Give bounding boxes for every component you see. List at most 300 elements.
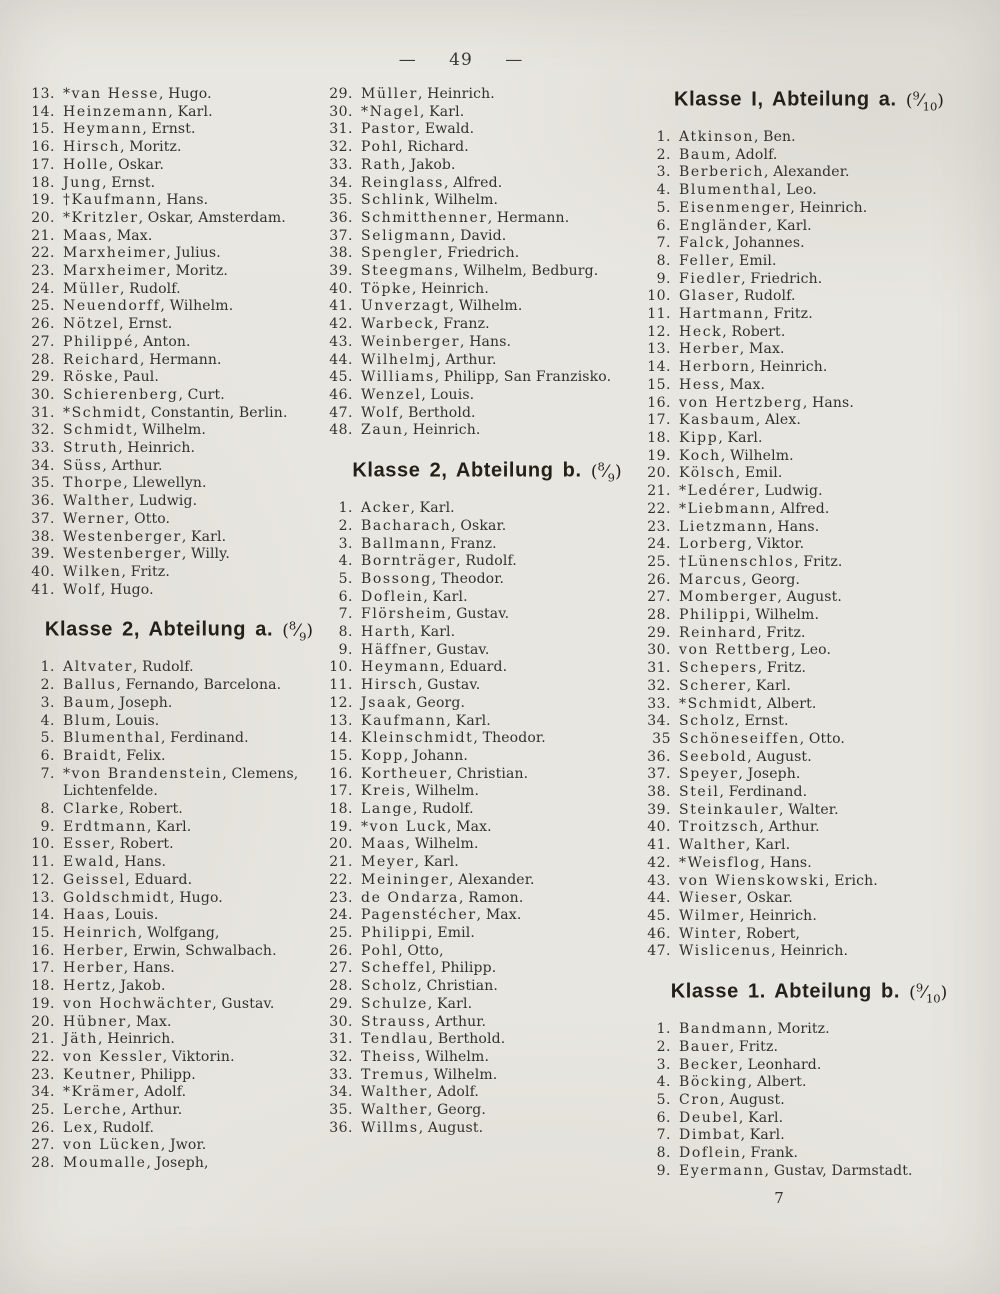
entry-given-name: , Rudolf. bbox=[734, 288, 796, 305]
entry-surname: Marxheimer bbox=[63, 245, 167, 262]
column-3 bbox=[646, 86, 972, 1207]
name-list-klasse1b bbox=[646, 1021, 972, 1180]
entry-number: 15. bbox=[329, 747, 353, 764]
entry-given-name: , Moritz. bbox=[120, 139, 182, 156]
entry-surname: Kreis bbox=[361, 783, 407, 800]
list-entry bbox=[646, 271, 972, 289]
entry-number: 42. bbox=[647, 854, 671, 871]
entry-surname: Doflein bbox=[361, 588, 424, 605]
entry-given-name: , Heinrich. bbox=[790, 199, 868, 216]
entry-surname: *Nagel bbox=[361, 103, 420, 120]
list-entry bbox=[328, 1084, 646, 1102]
entry-given-name: , Karl. bbox=[414, 854, 459, 871]
entry-given-name: , Erich. bbox=[825, 872, 878, 889]
list-entry bbox=[328, 571, 646, 589]
list-entry bbox=[646, 607, 972, 625]
text-columns bbox=[30, 86, 972, 1207]
list-entry bbox=[646, 819, 972, 837]
entry-given-name: , Franz. bbox=[434, 316, 490, 333]
list-entry bbox=[646, 395, 972, 413]
list-entry bbox=[328, 1049, 646, 1067]
entry-given-name: , Friedrich. bbox=[438, 245, 520, 262]
entry-surname: Hess bbox=[679, 376, 721, 393]
entry-surname: Falck bbox=[679, 235, 725, 252]
entry-surname: Atkinson bbox=[679, 129, 754, 146]
entry-given-name: , Karl. bbox=[423, 588, 468, 605]
entry-given-name: , Hugo. bbox=[158, 86, 212, 102]
entry-number: 26. bbox=[31, 316, 55, 333]
list-entry bbox=[30, 713, 328, 731]
list-entry bbox=[646, 713, 972, 731]
entry-number: 29. bbox=[329, 995, 353, 1012]
entry-number: 16. bbox=[31, 139, 55, 156]
entry-surname: *Liebmann bbox=[679, 500, 772, 517]
list-entry bbox=[328, 518, 646, 536]
entry-number: 17. bbox=[31, 960, 55, 977]
entry-number: 22. bbox=[31, 245, 55, 262]
entry-given-name: , Richard. bbox=[398, 139, 469, 156]
entry-given-name: , Karl. bbox=[718, 430, 763, 446]
entry-surname: Wolf bbox=[361, 404, 399, 421]
entry-surname: Kölsch bbox=[679, 465, 736, 482]
entry-surname: Strauss bbox=[361, 1013, 426, 1030]
entry-given-name: , Wilhelm. bbox=[425, 192, 499, 209]
entry-number: 10. bbox=[329, 659, 353, 676]
entry-given-name: , Jakob. bbox=[111, 978, 166, 995]
entry-given-name: , Rudolf. bbox=[93, 1119, 155, 1136]
list-entry bbox=[328, 157, 646, 175]
list-entry bbox=[328, 854, 646, 872]
entry-number: 15. bbox=[647, 376, 671, 393]
entry-number: 34. bbox=[31, 1084, 55, 1101]
entry-surname: Dimbat bbox=[679, 1127, 741, 1144]
entry-given-name: , Karl. bbox=[738, 1109, 784, 1126]
entry-surname: Meininger bbox=[361, 871, 450, 888]
entry-number: 16. bbox=[647, 394, 671, 411]
entry-given-name: , Wilhelm, Bedburg. bbox=[454, 263, 599, 280]
section-fraction: $(^9⁄_{10})$ bbox=[909, 980, 948, 1006]
entry-number: 18. bbox=[31, 978, 55, 995]
entry-given-name: , Friedrich. bbox=[741, 270, 823, 287]
entry-given-name: , Albert. bbox=[747, 1074, 807, 1091]
list-entry bbox=[646, 430, 972, 448]
entry-number: 21. bbox=[31, 227, 55, 244]
list-entry bbox=[646, 200, 972, 218]
entry-surname: Blumenthal bbox=[679, 182, 777, 199]
list-entry bbox=[646, 589, 972, 607]
list-entry bbox=[646, 1163, 972, 1181]
entry-number: 47. bbox=[329, 404, 353, 421]
entry-given-name: , Arthur. bbox=[425, 1013, 487, 1030]
entry-number: 5. bbox=[338, 570, 353, 587]
entry-number: 14. bbox=[329, 730, 353, 747]
entry-given-name: , Jwor. bbox=[160, 1137, 207, 1154]
entry-given-name: , David. bbox=[450, 227, 507, 244]
entry-number: 43. bbox=[647, 872, 671, 889]
entry-number: 34. bbox=[647, 713, 671, 730]
entry-surname: Jäth bbox=[63, 1031, 99, 1048]
list-entry bbox=[646, 536, 972, 554]
entry-given-name: , August. bbox=[777, 589, 842, 606]
entry-surname: Jung bbox=[63, 174, 103, 191]
list-entry bbox=[646, 1074, 972, 1092]
entry-number: 33. bbox=[329, 156, 353, 173]
entry-number: 27. bbox=[31, 1137, 55, 1154]
entry-number: 3. bbox=[338, 535, 353, 552]
entry-number: 37. bbox=[647, 766, 671, 783]
list-entry bbox=[30, 890, 328, 908]
entry-given-name: , Fritz. bbox=[757, 660, 807, 677]
entry-number: 2. bbox=[40, 677, 55, 694]
entry-surname: Haas bbox=[63, 907, 106, 924]
entry-given-name: , Max. bbox=[126, 1013, 172, 1030]
entry-surname: Pastor bbox=[361, 121, 416, 138]
entry-surname: Walther bbox=[361, 1102, 428, 1119]
entry-given-name: , Ramon. bbox=[459, 889, 524, 906]
list-entry bbox=[646, 554, 972, 572]
entry-given-name: , Adolf. bbox=[427, 1084, 480, 1101]
entry-surname: Westenberger bbox=[63, 546, 182, 563]
entry-given-name: , August. bbox=[418, 1119, 484, 1136]
entry-given-name: , Leonhard. bbox=[738, 1056, 822, 1073]
entry-given-name: , Constantin, Berlin. bbox=[141, 404, 288, 421]
entry-given-name: , Gustav. bbox=[212, 995, 275, 1012]
entry-number: 14. bbox=[31, 103, 55, 120]
entry-number: 3. bbox=[656, 164, 671, 181]
list-entry bbox=[328, 606, 646, 624]
entry-surname: Scholz bbox=[361, 978, 418, 995]
entry-number: 8. bbox=[40, 801, 55, 818]
entry-surname: Warbeck bbox=[361, 316, 435, 333]
list-entry bbox=[646, 412, 972, 430]
entry-given-name: , Heinrich. bbox=[417, 86, 495, 102]
entry-number: 28. bbox=[31, 1155, 55, 1172]
entry-given-name: , Hermann. bbox=[487, 209, 570, 226]
entry-number: 29. bbox=[31, 369, 55, 386]
entry-surname: Winter bbox=[679, 925, 737, 942]
list-entry bbox=[30, 819, 328, 837]
entry-number: 28. bbox=[31, 351, 55, 368]
entry-surname: Momberger bbox=[679, 589, 778, 606]
list-entry bbox=[328, 298, 646, 316]
entry-number: 24. bbox=[329, 907, 353, 924]
entry-number: 47. bbox=[647, 943, 671, 960]
entry-number: 16. bbox=[31, 942, 55, 959]
list-entry bbox=[328, 175, 646, 193]
entry-number: 5. bbox=[656, 199, 671, 216]
list-entry bbox=[328, 978, 646, 996]
entry-given-name: , Llewellyn. bbox=[123, 475, 207, 492]
entry-surname: Tendlau bbox=[361, 1031, 429, 1048]
entry-number: 4. bbox=[40, 712, 55, 729]
entry-number: 14. bbox=[31, 907, 55, 924]
list-entry bbox=[646, 253, 972, 271]
entry-number: 32. bbox=[647, 677, 671, 694]
list-entry bbox=[328, 713, 646, 731]
list-entry bbox=[30, 334, 328, 352]
entry-surname: Holle bbox=[63, 156, 109, 173]
entry-given-name: , Robert. bbox=[110, 836, 174, 853]
entry-given-name: , Albert. bbox=[757, 695, 817, 712]
entry-surname: Heinrich bbox=[63, 924, 138, 941]
entry-surname: Deubel bbox=[679, 1109, 739, 1126]
entry-given-name: , Philipp. bbox=[431, 960, 497, 977]
list-entry bbox=[30, 582, 328, 600]
entry-surname: Geissel bbox=[63, 871, 126, 888]
entry-number: 27. bbox=[647, 589, 671, 606]
entry-surname: Theiss bbox=[361, 1048, 417, 1065]
list-entry bbox=[30, 1137, 328, 1155]
entry-number: 40. bbox=[31, 563, 55, 580]
entry-surname: Acker bbox=[361, 500, 411, 517]
entry-number: 34. bbox=[329, 1084, 353, 1101]
entry-number: 20. bbox=[647, 465, 671, 482]
entry-given-name: , Philipp. bbox=[131, 1066, 196, 1083]
list-entry bbox=[328, 624, 646, 642]
entry-given-name: , Frank. bbox=[741, 1145, 799, 1162]
entry-number: 25. bbox=[329, 924, 353, 941]
section-fraction: $(^8⁄_9)$ bbox=[590, 459, 622, 485]
list-entry bbox=[646, 218, 972, 236]
entry-surname: Heinzemann bbox=[63, 103, 169, 120]
entry-given-name: , Paul. bbox=[113, 369, 159, 386]
entry-given-name: , Heinrich. bbox=[118, 440, 196, 457]
entry-given-name: , Hans. bbox=[460, 333, 512, 350]
entry-surname: *van Hesse bbox=[63, 86, 159, 102]
entry-surname: Eyermann bbox=[679, 1162, 765, 1179]
list-entry bbox=[328, 783, 646, 801]
entry-surname: Reinhard bbox=[679, 624, 758, 641]
entry-given-name: , Heinrich. bbox=[412, 280, 489, 297]
entry-surname: Wislicenus bbox=[679, 943, 772, 960]
entry-given-name: , Eduard. bbox=[440, 659, 508, 676]
entry-given-name: , Gustav. bbox=[447, 606, 510, 623]
entry-number: 2. bbox=[338, 517, 353, 534]
entry-number: 34. bbox=[31, 457, 55, 474]
entry-surname: Maas bbox=[361, 836, 406, 853]
entry-given-name: , Karl. bbox=[745, 837, 791, 854]
entry-number: 20. bbox=[31, 1013, 55, 1030]
list-entry bbox=[646, 642, 972, 660]
entry-given-name: , Robert, bbox=[736, 925, 801, 942]
entry-given-name: , Max. bbox=[739, 341, 785, 358]
entry-number: 36. bbox=[329, 209, 353, 226]
entry-number: 16. bbox=[329, 765, 353, 782]
list-entry bbox=[328, 263, 646, 281]
entry-given-name: , Curt. bbox=[178, 386, 225, 403]
entry-number: 19. bbox=[31, 995, 55, 1012]
list-entry bbox=[30, 854, 328, 872]
entry-given-name: , Heinrich. bbox=[740, 907, 817, 924]
entry-given-name: , Rudolf. bbox=[456, 553, 517, 570]
list-entry bbox=[646, 749, 972, 767]
entry-number: 38. bbox=[31, 528, 55, 545]
list-entry bbox=[30, 1067, 328, 1085]
entry-surname: Töpke bbox=[361, 280, 413, 297]
entry-given-name: , Eduard. bbox=[125, 871, 193, 888]
entry-number: 21. bbox=[31, 1031, 55, 1048]
entry-surname: Kleinschmidt bbox=[361, 730, 474, 747]
entry-number: 19. bbox=[647, 447, 671, 464]
list-entry bbox=[328, 996, 646, 1014]
entry-given-name: , Heinrich. bbox=[403, 422, 481, 439]
list-entry bbox=[646, 164, 972, 182]
section-title: Klasse 1. Abteilung b. bbox=[670, 980, 900, 1003]
entry-number: 40. bbox=[647, 819, 671, 836]
entry-surname: Braidt bbox=[63, 747, 118, 764]
list-entry bbox=[30, 546, 328, 564]
list-entry bbox=[328, 104, 646, 122]
list-entry bbox=[328, 1120, 646, 1138]
entry-number: 6. bbox=[338, 588, 353, 605]
list-entry bbox=[30, 422, 328, 440]
column-2 bbox=[328, 86, 646, 1207]
entry-surname: Eisenmenger bbox=[679, 199, 791, 216]
entry-number: 11. bbox=[647, 306, 671, 323]
entry-number: 37. bbox=[31, 510, 55, 527]
entry-number: 13. bbox=[329, 712, 353, 729]
entry-number: 30. bbox=[329, 103, 353, 120]
entry-surname: Heck bbox=[679, 323, 723, 340]
entry-surname: Ballus bbox=[63, 677, 117, 694]
entry-given-name: , Erwin, Schwalbach. bbox=[123, 942, 277, 959]
list-entry bbox=[328, 960, 646, 978]
entry-surname: Moumalle bbox=[63, 1155, 147, 1172]
list-entry bbox=[328, 1102, 646, 1120]
entry-given-name: , Wilhelm. bbox=[160, 298, 234, 315]
entry-number: 2. bbox=[656, 146, 671, 163]
entry-number: 2. bbox=[656, 1038, 671, 1055]
entry-number: 21. bbox=[647, 483, 671, 500]
list-entry bbox=[646, 483, 972, 501]
entry-surname: †Kaufmann bbox=[63, 192, 158, 209]
entry-number: 26. bbox=[647, 571, 671, 588]
sheet-signature-number: 7 bbox=[774, 1189, 784, 1208]
entry-surname: Wilmer bbox=[679, 907, 741, 924]
entry-number: 5. bbox=[656, 1091, 671, 1108]
list-entry bbox=[30, 872, 328, 890]
entry-surname: *Ledérer bbox=[679, 483, 756, 500]
entry-surname: Lerche bbox=[63, 1102, 123, 1119]
entry-given-name: , Ewald. bbox=[415, 121, 475, 138]
entry-number: 22. bbox=[647, 500, 671, 517]
entry-given-name: , Adolf. bbox=[135, 1084, 187, 1101]
entry-number: 1. bbox=[40, 659, 55, 676]
entry-surname: Süss bbox=[63, 457, 103, 474]
entry-given-name: , Alfred. bbox=[443, 174, 503, 191]
entry-surname: Unverzagt bbox=[361, 298, 450, 315]
list-entry bbox=[30, 210, 328, 228]
list-entry bbox=[30, 1155, 328, 1173]
entry-given-name: , Ernst. bbox=[142, 121, 196, 138]
entry-surname: Häffner bbox=[361, 641, 428, 658]
list-entry bbox=[30, 1031, 328, 1049]
list-entry bbox=[328, 589, 646, 607]
entry-number: 11. bbox=[329, 677, 353, 694]
entry-number: 6. bbox=[40, 747, 55, 764]
entry-surname: Pagenstécher bbox=[361, 907, 477, 924]
entry-surname: Harth bbox=[361, 624, 411, 641]
entry-surname: Röske bbox=[63, 369, 114, 386]
entry-number: 46. bbox=[329, 386, 353, 403]
entry-number: 17. bbox=[647, 412, 671, 429]
section-heading-klasse2a bbox=[30, 618, 328, 643]
entry-given-name: , Theodor. bbox=[431, 570, 505, 587]
entry-surname: Heymann bbox=[361, 659, 441, 676]
entry-surname: Lorberg bbox=[679, 536, 748, 553]
entry-surname: Glaser bbox=[679, 288, 735, 305]
entry-given-name: , Hans. bbox=[802, 394, 854, 411]
entry-given-name: , Johannes. bbox=[724, 235, 805, 252]
entry-number: 41. bbox=[31, 581, 55, 598]
entry-number: 13. bbox=[647, 341, 671, 358]
entry-surname: Wolf bbox=[63, 581, 101, 598]
entry-surname: Schöneseiffen bbox=[679, 730, 800, 747]
entry-number: 21. bbox=[329, 854, 353, 871]
entry-given-name: , Hans. bbox=[768, 518, 820, 535]
entry-number: 22. bbox=[31, 1048, 55, 1065]
entry-number: 23. bbox=[329, 889, 353, 906]
section-title: Klasse 2, Abteilung b. bbox=[352, 459, 582, 482]
entry-number: 5. bbox=[40, 730, 55, 747]
entry-given-name: , Karl. bbox=[446, 712, 491, 729]
entry-surname: Scherer bbox=[679, 677, 747, 694]
section-heading-klasse1b bbox=[646, 980, 972, 1005]
entry-given-name: , Felix. bbox=[117, 747, 166, 764]
entry-number: 32. bbox=[329, 1048, 353, 1065]
entry-surname: Seebold bbox=[679, 748, 748, 765]
entry-number: 39. bbox=[647, 801, 671, 818]
entry-number: 12. bbox=[31, 871, 55, 888]
entry-given-name: , Oskar, Amsterdam. bbox=[138, 209, 286, 226]
entry-surname: Herber bbox=[63, 942, 124, 959]
list-entry bbox=[30, 695, 328, 713]
entry-number: 41. bbox=[647, 837, 671, 854]
entry-given-name: , Theodor. bbox=[473, 730, 546, 747]
entry-number: 44. bbox=[647, 890, 671, 907]
entry-number: 33. bbox=[647, 695, 671, 712]
entry-surname: *Kritzler bbox=[63, 209, 139, 226]
entry-number: 35. bbox=[329, 1102, 353, 1119]
list-entry bbox=[328, 730, 646, 748]
entry-given-name: , Ernst. bbox=[119, 316, 173, 333]
section-heading-klasse1a bbox=[646, 88, 972, 113]
entry-number: 7. bbox=[656, 1127, 671, 1144]
name-list-continued-2 bbox=[328, 86, 646, 440]
list-entry bbox=[30, 960, 328, 978]
list-entry bbox=[328, 281, 646, 299]
entry-number: 31. bbox=[647, 660, 671, 677]
entry-given-name: , Rudolf. bbox=[132, 659, 194, 676]
list-entry bbox=[328, 422, 646, 440]
entry-number: 38. bbox=[329, 245, 353, 262]
entry-surname: Bacharach bbox=[361, 517, 452, 534]
list-entry bbox=[646, 572, 972, 590]
list-entry bbox=[328, 943, 646, 961]
entry-given-name: , Moritz. bbox=[166, 263, 228, 280]
list-entry bbox=[30, 730, 328, 748]
list-entry bbox=[646, 1127, 972, 1145]
entry-surname: *Krämer bbox=[63, 1084, 136, 1101]
list-entry bbox=[30, 564, 328, 582]
entry-given-name: , Max. bbox=[107, 227, 153, 244]
list-entry bbox=[328, 405, 646, 423]
entry-given-name: , Louis. bbox=[105, 907, 159, 924]
list-entry bbox=[646, 341, 972, 359]
entry-given-name: , Robert. bbox=[722, 323, 786, 340]
name-list-continued-1 bbox=[30, 86, 328, 599]
entry-surname: Berberich bbox=[679, 164, 765, 181]
